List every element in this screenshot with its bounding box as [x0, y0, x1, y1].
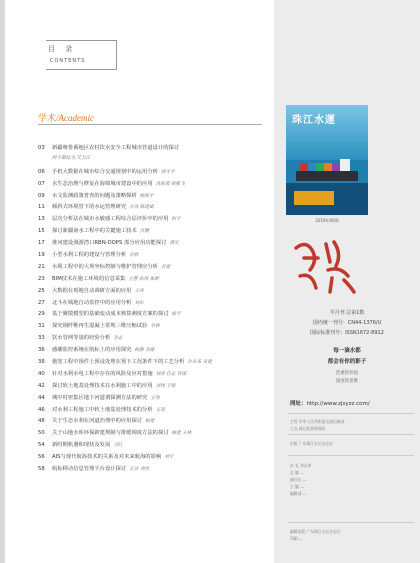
toc-author: 杨建 [145, 419, 155, 425]
toc-entry[interactable] [38, 191, 270, 203]
toc-author: 杨建 王林 [171, 431, 192, 437]
toc-page-number: 06 [38, 168, 45, 175]
cover-badge [294, 191, 334, 205]
toc-page-number: 29 [38, 311, 45, 318]
toc-title: 航标移动信息管理平台设计探讨 [52, 466, 127, 473]
toc-author: 许永乐 吴建 [187, 360, 212, 366]
toc-title: 北斗在城地自动监控中的应用分析 [52, 299, 132, 306]
toc-author: 刘宇 [164, 455, 174, 461]
toc-author: 刘东 [134, 300, 144, 306]
divider [288, 522, 414, 523]
contents-heading [46, 40, 117, 70]
toc-page-number: 56 [38, 454, 45, 461]
slogan-title: 每一滴水都 都会有你的影子 [327, 348, 367, 365]
toc-entry[interactable] [38, 369, 270, 381]
toc-title: 探讨软土地基处理技术在水利施工中的应用 [52, 382, 153, 389]
toc-page-number: 21 [38, 263, 45, 270]
toc-entry[interactable] [38, 286, 270, 298]
toc-author: 冯海勇 韩敬飞 [155, 181, 185, 187]
toc-entry[interactable] [38, 298, 270, 310]
slogan-line: 深度的思维 [335, 379, 359, 384]
toc-entry[interactable] [38, 321, 270, 333]
url-label: 网址： [290, 401, 307, 407]
toc-title: 小型水利工程的建设与管理分析 [52, 252, 127, 259]
contents-heading-cn: 目 录 [48, 45, 77, 53]
toc-title: 针对水利水电工程中存在的风险及应对措施 [52, 370, 153, 377]
toc-author: 肖欣 [129, 253, 139, 259]
toc-author: 何平 [171, 217, 181, 223]
table-of-contents [38, 143, 270, 476]
cargo-ship-image [296, 155, 358, 183]
toc-page-number: 09 [38, 192, 45, 199]
toc-entry[interactable] [38, 167, 270, 179]
toc-title: 手机大数据在城市综合交通规划中的运用分析 [52, 168, 158, 175]
toc-page-number: 38 [38, 359, 45, 366]
publication-info [276, 308, 418, 338]
toc-entry[interactable] [38, 357, 270, 369]
toc-author: 王慧 孙伟 朱新 [128, 276, 159, 282]
toc-author: 阿不都拉力·艾力江 [52, 155, 91, 161]
toc-entry[interactable] [38, 155, 270, 167]
toc-title: 城中村密集区地下河道谓探测方法的研究 [52, 394, 148, 401]
contents-heading-en: CONTENTS [50, 58, 86, 64]
toc-entry[interactable] [38, 333, 270, 345]
toc-author: 李林 [150, 324, 160, 330]
toc-entry[interactable] [38, 202, 270, 214]
toc-page-number: 33 [38, 335, 45, 342]
toc-page-number: 13 [38, 216, 45, 223]
toc-title: 饮水管网等量的经验分析 [52, 335, 111, 342]
toc-entry[interactable] [38, 179, 270, 191]
toc-page-number: 46 [38, 406, 45, 413]
toc-title: 基于聚散模型的基础变动成本核算测度方案的探讨 [52, 311, 169, 318]
toc-title: 对水利工程施工中软土地基处理技术的分析 [52, 406, 153, 413]
toc-author: 王涛 [134, 288, 144, 294]
toc-page-number: 07 [38, 180, 45, 187]
toc-title: 倾斜式环境管下的水运管理研究 [52, 204, 127, 211]
toc-entry[interactable] [38, 416, 270, 428]
toc-author: 王伟 [150, 395, 160, 401]
toc-page-number: 11 [38, 204, 45, 211]
toc-entry[interactable] [38, 238, 270, 250]
divider [288, 413, 414, 414]
toc-author: 王涛 [155, 407, 165, 413]
toc-author: 马红 [113, 443, 123, 449]
toc-title: 水生态治理与修复在海绵城市建设中的应用 [52, 180, 153, 187]
toc-title: 新疆喀鲁番地区农村饮水安全工程城市管道设计的探讨 [52, 145, 180, 151]
toc-entry[interactable] [38, 393, 270, 405]
toc-title: 感潮监控系统在航标上的应用探究 [52, 347, 132, 354]
toc-entry[interactable] [38, 405, 270, 417]
toc-title: 大数据在现地自动调研方面的应用 [52, 287, 132, 294]
toc-author: 方涛 陈建斌 [129, 205, 154, 211]
toc-title: 探讨新疆南水工程中的关键施工技术 [52, 228, 137, 235]
toc-entry[interactable] [38, 464, 270, 476]
toc-entry[interactable] [38, 274, 270, 286]
toc-author: 黄光 [169, 241, 179, 247]
toc-page-number: 19 [38, 252, 45, 259]
toc-entry[interactable] [38, 250, 270, 262]
divider [288, 434, 414, 435]
toc-page-number: 42 [38, 382, 45, 389]
toc-author: 杨宇 [171, 312, 181, 318]
toc-author: 王洁 刘杰 [129, 467, 150, 473]
toc-page-number: 54 [38, 442, 45, 449]
section-title-cn: 学术 [38, 114, 57, 124]
slogan-line: 贵重的价值 [335, 371, 359, 376]
toc-author: 肖建 [160, 264, 171, 270]
toc-title: 水文监测政策普查的问题及策略探析 [52, 192, 137, 199]
toc-author: 刘涛 任志 许国 [155, 371, 187, 377]
toc-page-number: 27 [38, 299, 45, 306]
print-block: 编辑出版 广东珠江水运杂志社 印刷 ― [290, 529, 341, 541]
issue-info: 半月刊 总第1数 [329, 310, 365, 316]
toc-title: 关于山地水库环保新建规制与排缓调度方法的探讨 [52, 430, 169, 437]
calligraphy-logo [290, 236, 362, 296]
toc-entry[interactable] [38, 428, 270, 440]
section-title-en: /Academic [56, 113, 94, 123]
url-value[interactable]: http://www.zjsyzz.com/ [306, 401, 370, 407]
toc-entry[interactable] [38, 345, 270, 357]
toc-entry[interactable] [38, 309, 270, 321]
toc-author: 刘伟 于凯 [155, 383, 176, 389]
toc-author: 杨和平 [139, 193, 154, 199]
toc-title: 关于生态水利在河道治理中的应用探讨 [52, 418, 143, 425]
issn-cn: 国内统一刊号：CN44-1376/U [312, 320, 382, 326]
toc-page-number: 31 [38, 323, 45, 330]
toc-title: 淮河建设漫游湾口RBN-DOPS 部分应用功能探讨 [52, 240, 167, 247]
website-url[interactable] [290, 399, 416, 407]
publisher-block: 出版 广东珠江水运杂志社 [290, 441, 333, 446]
toc-title: 施塗工程中预件土预浸处理在预下工况条件下的工艺分析 [52, 359, 185, 366]
toc-author: 肖鹏 [139, 229, 149, 235]
toc-page-number: 58 [38, 466, 45, 473]
toc-page-number: 36 [38, 347, 45, 354]
toc-entry[interactable] [38, 452, 270, 464]
toc-title: AIS与现代航海技术的关系及对未来航海的影响 [52, 454, 162, 461]
cover-caption: 2019年06期 [315, 218, 339, 223]
toc-entry[interactable] [38, 440, 270, 452]
toc-page-number: 17 [38, 240, 45, 247]
toc-page-number: 25 [38, 287, 45, 294]
toc-entry[interactable] [38, 226, 270, 238]
toc-entry[interactable] [38, 381, 270, 393]
toc-author: 周斗平 [160, 169, 175, 175]
slogan-lines [276, 370, 418, 386]
toc-title: BIM技术在施工环境的信息采集 [52, 275, 126, 282]
toc-author: 李志 [113, 336, 123, 342]
toc-entry[interactable] [38, 262, 270, 274]
cover-masthead: 珠江水運 [292, 115, 336, 126]
section-title [38, 111, 258, 124]
toc-entry[interactable] [38, 214, 270, 226]
divider [288, 455, 414, 456]
toc-page-number: 03 [38, 145, 45, 151]
toc-page-number: 44 [38, 394, 45, 401]
magazine-cover[interactable] [286, 105, 368, 215]
issn-intl: 国际标准刊号：ISSN1672-8912 [310, 330, 384, 336]
toc-author: 杨静 李德 [134, 348, 155, 354]
toc-entry[interactable] [38, 143, 270, 155]
sponsor-block: 主管 中华人民共和国交通运输部 主办 珠江航务管理局 [290, 419, 345, 431]
toc-page-number: 23 [38, 275, 45, 282]
toc-page-number: 50 [38, 430, 45, 437]
toc-title: 层次分析法在城市水敏感工程综合层评价中的应用 [52, 216, 169, 223]
section-divider [38, 124, 262, 125]
toc-title: 水利工程中的大坝坐标控制与维护管理应分析 [52, 263, 158, 270]
staff-block: 社 长 刘永华 总 编 ― 副社长 ― 主 编 ― 编辑部 ― [290, 463, 312, 496]
toc-page-number: 40 [38, 370, 45, 377]
left-margin-bar [0, 0, 5, 563]
toc-title: 探究钢纤维再生混凝土常规三维压缩试验 [52, 323, 148, 330]
toc-title: 新时期机遇和现状及发展 [52, 442, 111, 449]
toc-page-number: 15 [38, 228, 45, 235]
toc-page-number: 48 [38, 418, 45, 425]
